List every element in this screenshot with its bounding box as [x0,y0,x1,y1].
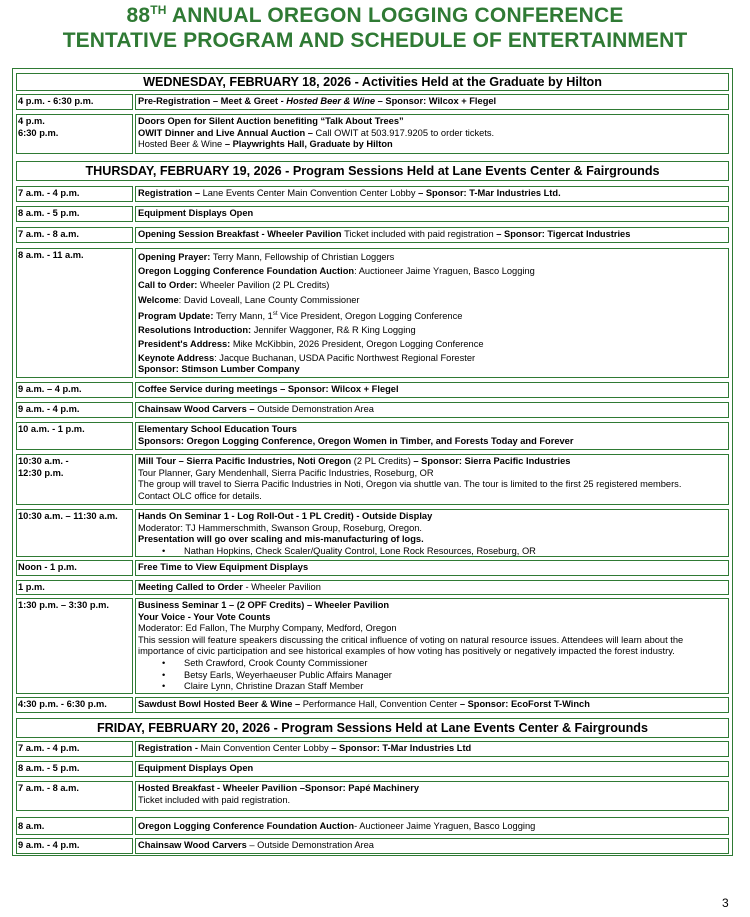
time-cell: 9 a.m. – 4 p.m. [16,382,133,398]
title-ordinal-suffix: TH [150,3,167,17]
text: Contact OLC office for details. [138,490,262,501]
text: Chainsaw Wood Carvers [138,840,247,850]
description-cell [135,94,729,110]
text: Oregon Logging Conference Foundation Auction [138,266,355,277]
text: Moderator: Ed Fallon, The Murphy Company, Medford, Oregon [138,623,397,634]
text: Sponsors: Oregon Logging Conference, Oregon Women in Timber, and Forests Today and Forever [138,435,574,446]
text: Registration - [138,743,201,753]
text: Registration – [138,188,203,198]
text: Coffee Service during meetings – Sponsor: Wilcox + Flegel [138,384,399,394]
text: – Outside Demonstration Area [246,840,374,850]
text: Outside Demonstration Area [257,404,374,414]
text: Equipment Displays Open [138,763,254,773]
text: Call OWIT at 503.917.9205 to order tickets. [315,127,495,138]
text: Terry Mann, Fellowship of Christian Loggers [212,252,395,262]
schedule-row [16,580,729,595]
schedule-row [16,509,729,557]
text: Doors Open for Silent Auction benefiting “Talk About Trees” [138,116,404,126]
text: Opening Prayer: [138,252,213,262]
text: Jennifer Waggoner, R& R King Logging [253,325,416,336]
schedule-row [16,598,729,694]
description-cell [135,598,729,694]
text: Nathan Hopkins, Check Scaler/Quality Control, Lone Rock Resources, Roseburg, OR [184,545,536,556]
friday-header: FRIDAY, FEBRUARY 20, 2026 - Program Sessions Held at Lane Events Center & Fairgrounds [16,718,729,738]
text: Opening Session Breakfast - Wheeler Pavilion [138,229,345,239]
time-cell: 7 a.m. - 8 a.m. [16,781,133,811]
text: : David Loveall, Lane County Commissioner [178,294,360,305]
description-cell [135,697,729,713]
text: - Auctioneer Jaime Yraguen, Basco Logging [354,821,536,831]
text: Oregon Logging Conference Foundation Auction [138,821,355,831]
title-conference-name: ANNUAL OREGON LOGGING CONFERENCE [166,4,624,27]
text: Your Voice - Your Vote Counts [138,611,271,622]
text: st [272,310,278,317]
description-cell [135,838,729,854]
text: – Sponsor: Wilcox + Flegel [375,96,497,106]
description-cell [135,509,729,557]
thursday-header: THURSDAY, FEBRUARY 19, 2026 - Program Sessions Held at Lane Events Center & Fairgrounds [16,161,729,181]
schedule-row [16,227,729,243]
description-cell [135,580,729,595]
title-line-1 [0,4,750,28]
text: Mill Tour – Sierra Pacific Industries, Noti Oregon [138,456,354,466]
time-cell: 7 a.m. - 4 p.m. [16,186,133,202]
schedule-row [16,382,729,398]
title-ordinal: 88 [126,4,151,27]
text: Mike McKibbin, 2026 President, Oregon Logging Conference [232,339,484,350]
schedule-row [16,560,729,576]
text: The group will travel to Sierra Pacific Industries in Noti, Oregon via shuttle van. The tour is limited to the first 25 registered members. [138,479,682,490]
text: Ticket included with paid registration. [138,794,291,805]
schedule-row [16,781,729,811]
schedule-row [16,402,729,418]
text: Keynote Address [138,352,215,363]
text: President's Address: [138,339,233,350]
schedule-row [16,206,729,222]
time-cell: 4:30 p.m. - 6:30 p.m. [16,697,133,713]
text: Seth Crawford, Crook County Commissioner [184,657,368,668]
time-start: 12:30 p.m. [18,467,64,478]
text: Business Seminar 1 – (2 OPF Credits) – Wheeler Pavilion [138,600,390,610]
text: Sponsor: Stimson Lumber Company [138,363,300,374]
bullet-item [138,658,726,670]
time-cell [16,114,133,154]
description-cell [135,382,729,398]
time-cell: 4 p.m. - 6:30 p.m. [16,94,133,110]
text: Tour Planner, Gary Mendenhall, Sierra Pacific Industries, Roseburg, OR [138,467,434,478]
description-cell [135,560,729,576]
text: Program Update: [138,310,217,321]
description-cell [135,781,729,811]
time-cell: 7 a.m. - 8 a.m. [16,227,133,243]
text: Chainsaw Wood Carvers – [138,404,258,414]
text: – Playwrights Hall, Graduate by Hilton [224,139,393,150]
time-cell: 8 a.m. [16,817,133,835]
text: - Wheeler Pavilion [242,582,321,592]
text: Performance Hall, Convention Center [302,699,458,709]
time-cell: 8 a.m. - 5 p.m. [16,761,133,777]
schedule-row [16,114,729,154]
schedule-row [16,838,729,854]
text: Main Convention Center Lobby [200,743,329,753]
text: Hosted Beer & Wine [286,96,376,106]
time-cell: 8 a.m. - 5 p.m. [16,206,133,222]
time-cell: 9 a.m. - 4 p.m. [16,838,133,854]
text: : Auctioneer Jaime Yraguen, Basco Logging [354,266,535,277]
text: – Sponsor: Sierra Pacific Industries [410,456,571,466]
text: This session will feature speakers discussing the critical influence of voting on natural resource issues. Attendees will learn about the importance of civic participation and see historical examples of how voting has positively or negatively impacted the forest industry. [138,634,684,657]
description-cell [135,817,729,835]
title-line-2: TENTATIVE PROGRAM AND SCHEDULE OF ENTERTAINMENT [62,29,688,52]
time-start: 6:30 p.m. [18,127,59,138]
text: Hosted Breakfast - Wheeler Pavilion –Sponsor: Papé Machinery [138,783,420,793]
page-number: 3 [722,896,729,910]
text: Equipment Displays Open [138,208,254,218]
schedule-row [16,186,729,202]
schedule-row [16,761,729,777]
text: Terry Mann, 1 [216,310,273,321]
schedule-row [16,454,729,505]
text: Resolutions Introduction: [138,325,254,336]
text: Lane Events Center Main Convention Center Lobby [202,188,416,198]
text: (2 PL Credits) [353,456,411,466]
text: Wheeler Pavilion (2 PL Credits) [200,280,330,291]
wednesday-header: WEDNESDAY, FEBRUARY 18, 2026 - Activities Held at the Graduate by Hilton [16,73,729,91]
text: : Jacque Buchanan, USDA Pacific Northwest Regional Forester [214,352,476,363]
schedule-row [16,94,729,110]
text: Free Time to View Equipment Displays [138,562,309,572]
description-cell [135,454,729,505]
text: Moderator: TJ Hammerschmith, Swanson Group, Roseburg, Oregon. [138,522,423,533]
text: Presentation will go over scaling and mis-manufacturing of logs. [138,534,424,545]
schedule-row [16,697,729,713]
text: Ticket included with paid registration [344,229,494,239]
text: Hosted Beer & Wine [138,139,225,150]
text: OWIT Dinner and Live Annual Auction – [138,127,316,138]
time-cell: 7 a.m. - 4 p.m. [16,741,133,757]
time-cell: 1:30 p.m. – 3:30 p.m. [16,598,133,694]
text: Hands On Seminar 1 - Log Roll-Out - 1 PL Credit) - Outside Display [138,511,433,521]
schedule-row [16,422,729,450]
text: Meeting Called to Order [138,582,243,592]
text: Elementary School Education Tours [138,424,297,434]
text: – Sponsor: Tigercat Industries [493,229,631,239]
bullet-item [138,681,726,693]
time-cell: Noon - 1 p.m. [16,560,133,576]
bullet-item [138,670,726,682]
time-start: 4 p.m. [18,116,45,126]
description-cell [135,114,729,154]
document-title [0,4,750,54]
time-cell [16,454,133,505]
description-cell [135,761,729,777]
description-cell [135,206,729,222]
text: Claire Lynn, Christine Drazan Staff Member [184,681,364,692]
text: – Sponsor: T-Mar Industries Ltd [328,743,472,753]
time-start: 10:30 a.m. - [18,456,69,466]
schedule-row [16,741,729,757]
text: Welcome [138,294,179,305]
text: Betsy Earls, Weyerhaeuser Public Affairs Manager [184,669,392,680]
description-cell [135,227,729,243]
text: Pre-Registration – Meet & Greet - [138,96,287,106]
schedule-row [16,248,729,378]
description-cell [135,402,729,418]
description-cell [135,186,729,202]
schedule-row [16,817,729,835]
description-cell [135,741,729,757]
time-cell: 1 p.m. [16,580,133,595]
text: Vice President, Oregon Logging Conference [277,310,463,321]
text: – Sponsor: EcoForst T-Winch [457,699,590,709]
text: Sawdust Bowl Hosted Beer & Wine – [138,699,303,709]
description-cell [135,422,729,450]
bullet-item [138,546,726,557]
description-cell [135,248,729,378]
time-cell: 10:30 a.m. – 11:30 a.m. [16,509,133,557]
time-cell: 10 a.m. - 1 p.m. [16,422,133,450]
time-cell: 9 a.m. - 4 p.m. [16,402,133,418]
time-cell: 8 a.m. - 11 a.m. [16,248,133,378]
text: Call to Order: [138,280,200,291]
text: – Sponsor: T-Mar Industries Ltd. [415,188,561,198]
